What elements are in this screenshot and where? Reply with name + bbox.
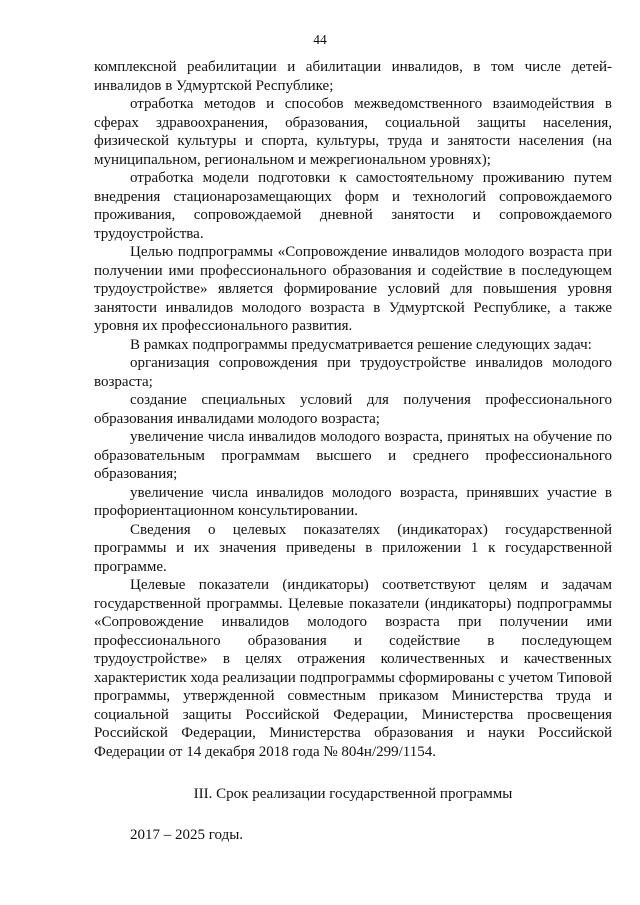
paragraph-target-indicators-info: Сведения о целевых показателях (индикаторах) государственной программы и их значения приведены в приложении 1 к государственной программе. (94, 521, 612, 575)
page-number: 44 (313, 32, 327, 47)
paragraph-continuation: комплексной реабилитации и абилитации инвалидов, в том числе детей-инвалидов в Удмуртской Республике; (94, 59, 612, 94)
section-heading: III. Срок реализации государственной программы (193, 786, 513, 802)
paragraph-tasks-intro: В рамках подпрограммы предусматривается решение следующих задач: (130, 336, 592, 353)
paragraph-subprogram-goal: Целью подпрограммы «Сопровождение инвалидов молодого возраста при получении ими профессионального образования и содействие в последующем трудоустройстве» является формирование условий для повышения уровня занятости инвалидов молодого возраста в Удмуртской Республике, а также уровня их профессионального развития. (94, 244, 612, 334)
paragraph-task-employment-support: организация сопровождения при трудоустройстве инвалидов молодого возраста; (94, 355, 612, 390)
paragraph-interaction-methods: отработка методов и способов межведомственного взаимодействия в сферах здравоохранения, образования, социальной защиты населения, физической культуры и спорта, культуры, труда и занятости населения (на муниципальном, региональном и межрегиональном уровнях); (94, 96, 612, 168)
paragraph-task-career-counseling: увеличение числа инвалидов молодого возраста, принявших участие в профориентационном консультировании. (94, 484, 612, 519)
paragraph-task-increase-enrollment: увеличение числа инвалидов молодого возраста, принятых на обучение по образовательным программам высшего и среднего профессионального образования; (94, 429, 612, 482)
program-period: 2017 – 2025 годы. (130, 826, 244, 843)
paragraph-target-indicators-details: Целевые показатели (индикаторы) соответствуют целям и задачам государственной программы. Целевые показатели (индикаторы) подпрограммы «Сопровождение инвалидов молодого возраста при получении ими профессионального образования и содействие в последующем трудоустройстве» в целях отражения количественных и качественных характеристик хода реализации подпрограммы сформированы с учетом Типовой программы, утвержденной совместным приказом Министерства труда и социальной защиты Российской Федерации, Министерства просвещения Российской Федерации, Министерства образования и науки Российской Федерации от 14 декабря 2018 года № 804н/299/1154. (94, 577, 612, 760)
paragraph-task-special-conditions: создание специальных условий для получения профессионального образования инвалидами молодого возраста; (94, 392, 612, 427)
paragraph-independent-living-model: отработка модели подготовки к самостоятельному проживанию путем внедрения стационарозамещающих форм и технологий сопровождаемого проживания, сопровождаемой дневной занятости и сопровождаемого трудоустройства. (94, 170, 612, 242)
document-body (94, 58, 612, 844)
